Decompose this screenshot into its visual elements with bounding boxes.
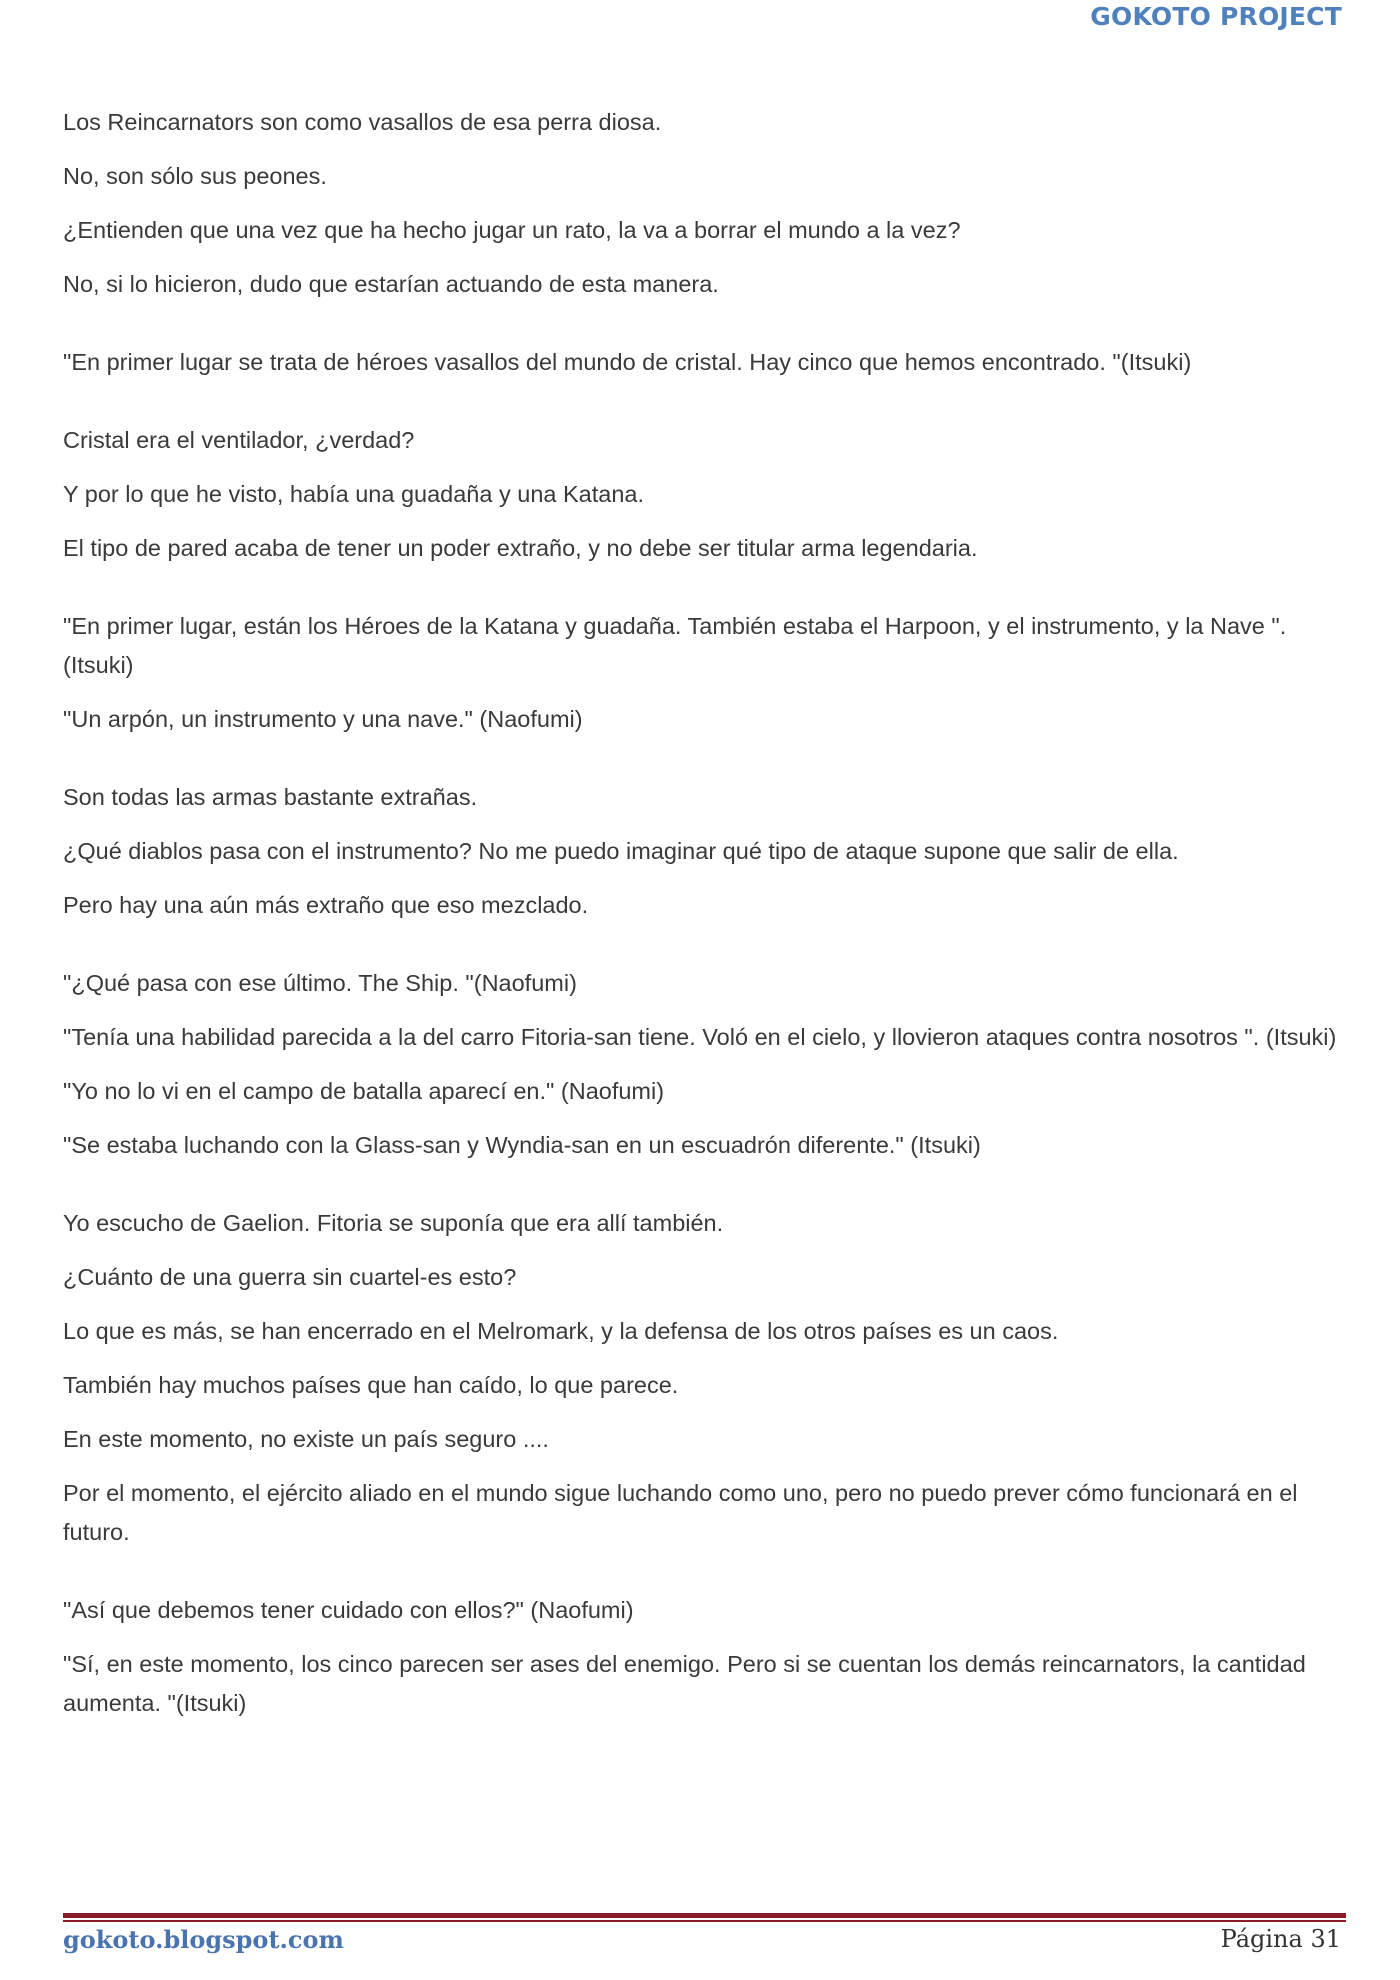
paragraph: "En primer lugar se trata de héroes vasallos del mundo de cristal. Hay cinco que hemos encontrado. "(Itsuki) xyxy=(63,349,1192,375)
paragraph: ¿Cuánto de una guerra sin cuartel-es esto? xyxy=(63,1264,517,1290)
paragraph: Yo escucho de Gaelion. Fitoria se suponía que era allí también. xyxy=(63,1210,724,1236)
header-title: GOKOTO PROJECT xyxy=(1090,2,1342,31)
footer-rule-thin xyxy=(63,1920,1346,1922)
paragraph: "En primer lugar, están los Héroes de la Katana y guadaña. También estaba el Harpoon, y el instrumento, y la Nave ". (Itsuki) xyxy=(63,613,1287,678)
paragraph: En este momento, no existe un país seguro .... xyxy=(63,1426,549,1452)
paragraph: Los Reincarnators son como vasallos de esa perra diosa. xyxy=(63,109,662,135)
paragraph: Por el momento, el ejército aliado en el mundo sigue luchando como uno, pero no puedo prever cómo funcionará en el futuro. xyxy=(63,1480,1298,1545)
paragraph: "Sí, en este momento, los cinco parecen ser ases del enemigo. Pero si se cuentan los demás reincarnators, la cantidad aumenta. "(Itsuki) xyxy=(63,1651,1306,1716)
paragraph: "Yo no lo vi en el campo de batalla aparecí en." (Naofumi) xyxy=(63,1078,665,1104)
paragraph: Cristal era el ventilador, ¿verdad? xyxy=(63,427,415,453)
paragraph: No, son sólo sus peones. xyxy=(63,163,327,189)
paragraph: "Un arpón, un instrumento y una nave." (Naofumi) xyxy=(63,706,583,732)
paragraph: Y por lo que he visto, había una guadaña y una Katana. xyxy=(63,481,644,507)
footer-rule xyxy=(63,1913,1346,1923)
paragraph: El tipo de pared acaba de tener un poder extraño, y no debe ser titular arma legendaria. xyxy=(63,535,978,561)
paragraph: ¿Qué diablos pasa con el instrumento? No me puedo imaginar qué tipo de ataque supone que salir de ella. xyxy=(63,838,1179,864)
document-body xyxy=(63,103,1347,1738)
paragraph: "¿Qué pasa con ese último. The Ship. "(Naofumi) xyxy=(63,970,577,996)
paragraph: También hay muchos países que han caído, lo que parece. xyxy=(63,1372,679,1398)
paragraph: Pero hay una aún más extraño que eso mezclado. xyxy=(63,892,589,918)
paragraph: "Se estaba luchando con la Glass-san y Wyndia-san en un escuadrón diferente." (Itsuki) xyxy=(63,1132,981,1158)
footer-rule-thick xyxy=(63,1913,1346,1918)
paragraph: Son todas las armas bastante extrañas. xyxy=(63,784,478,810)
paragraph: "Tenía una habilidad parecida a la del carro Fitoria-san tiene. Voló en el cielo, y llovieron ataques contra nosotros ". (Itsuki) xyxy=(63,1024,1337,1050)
paragraph: "Así que debemos tener cuidado con ellos?" (Naofumi) xyxy=(63,1597,634,1623)
paragraph: ¿Entienden que una vez que ha hecho jugar un rato, la va a borrar el mundo a la vez? xyxy=(63,217,961,243)
paragraph: No, si lo hicieron, dudo que estarían actuando de esta manera. xyxy=(63,271,719,297)
footer-site-link[interactable]: gokoto.blogspot.com xyxy=(63,1925,344,1954)
footer-page-number: Página 31 xyxy=(1220,1925,1341,1953)
paragraph: Lo que es más, se han encerrado en el Melromark, y la defensa de los otros países es un caos. xyxy=(63,1318,1059,1344)
